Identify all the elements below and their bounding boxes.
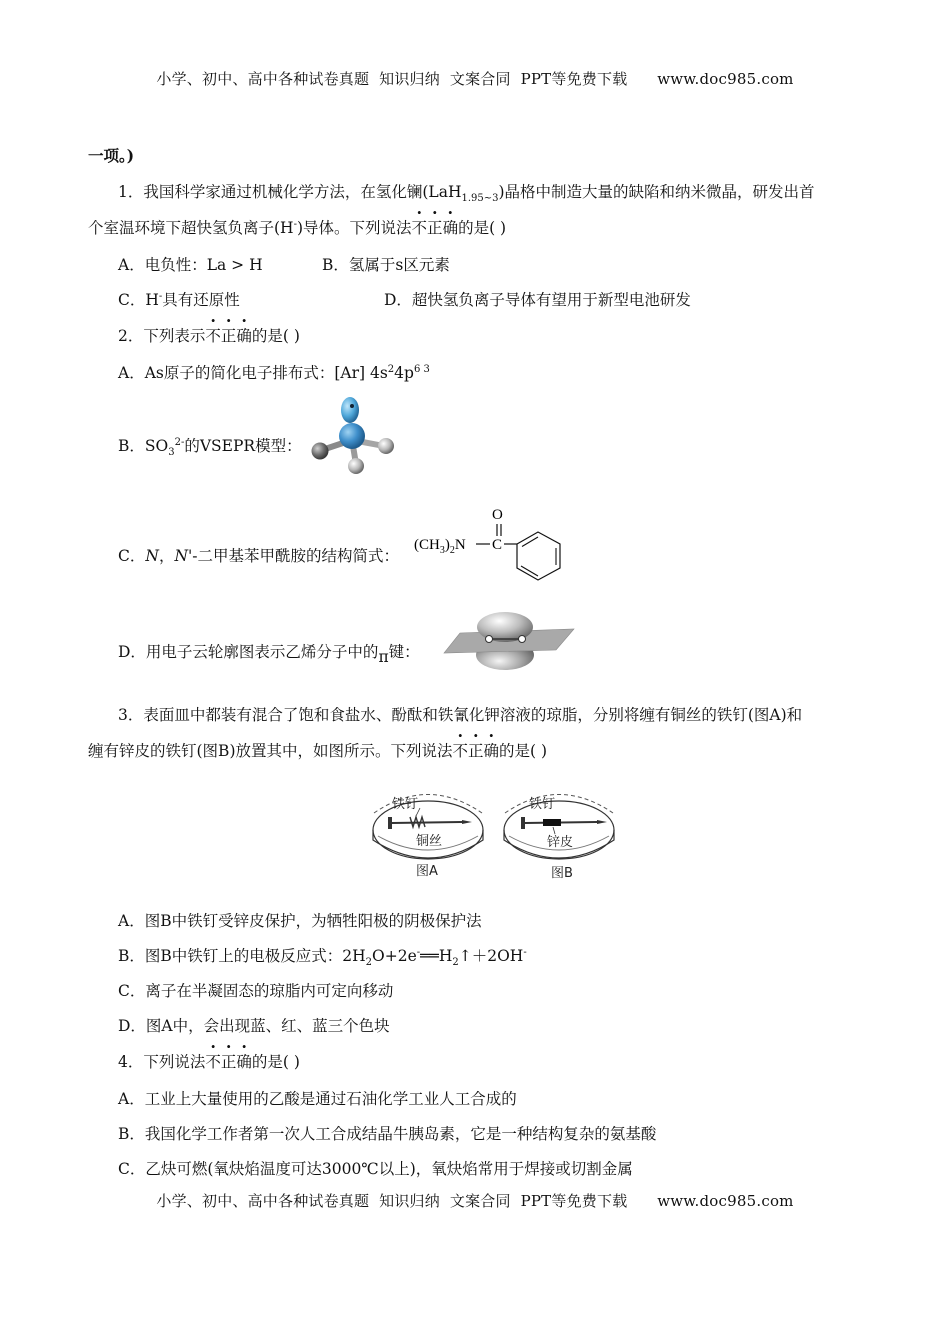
figB-caption: 图B [551,866,573,881]
figA-caption: 图A [416,864,438,879]
q2-emphasis-2: 正 [220,327,237,345]
figure-b [501,776,621,888]
q2-optb-a: B．SO [118,437,169,455]
q2-text-b: 的是( ) [251,327,300,345]
q2-option-d [118,641,420,666]
q3-stem-line1: 3．表面皿中都装有混合了饱和食盐水、酚酞和铁氰化钾溶液的琼脂，分别将缠有铜丝的铁钉(图A)和 [118,706,803,724]
struct-methyl-group [414,537,466,556]
struct-n: N [454,537,466,553]
q2-optc-n1: N [145,547,159,565]
q2-optb-sub: 3 [168,447,175,459]
q3-optb-d: ↑＋2OH [458,947,524,965]
q1-optc-a: C．H [118,291,159,309]
figure-a [370,776,490,888]
struct-2: 2 [449,545,455,556]
figA-nail-label: 铁钉 [392,797,419,812]
q2-text-a: 2．下列表示 [118,327,206,345]
q2-optc-a: C． [118,547,146,565]
q3-option-a: A．图B中铁钉受锌皮保护，为牺牲阳极的阴极保护法 [118,912,482,930]
q2-optd-b: 键： [388,643,420,661]
q2-opta-a: A．As原子的简化电子排布式：[Ar] 4s [118,364,388,382]
figA-wire-label: 铜丝 [416,834,443,849]
ligand-atom-2 [378,438,394,454]
lone-pair-lobe [341,397,359,423]
struct-ch3-sub: 3 [439,545,445,556]
q1-emphasis-3: 确 [442,219,459,237]
q2-emphasis-3: 确 [236,327,252,345]
q1-emphasis-1: 不 [411,219,428,237]
struct-c: C [492,537,503,553]
q4-option-c: C．乙炔可燃(氧炔焰温度可达3000℃以上)，氧炔焰常用于焊接或切割金属 [118,1160,633,1178]
q3-optb-sub2: 2 [452,957,459,969]
q4-text-b: 的是( ) [251,1053,300,1071]
ligand-atom-1 [312,443,329,460]
struct-paren: ) [444,537,450,553]
q1-text-b: )晶格中制造大量的缺陷和纳米微晶，研发出首 [498,183,815,201]
q1-option-d: D．超快氢负离子导体有望用于新型电池研发 [384,291,691,309]
benzene-ring [517,532,560,580]
section-intro: 一项。) [88,146,135,165]
q1-emphasis-2: 正 [427,219,443,237]
q3-text-a: 缠有锌皮的铁钉(图B)放置其中，如图所示。下列说法 [88,742,453,760]
q1-text-a: 1．我国科学家通过机械化学方法，在氢化镧(LaH [118,183,462,201]
q3-emphasis-2: 正 [468,742,484,760]
q3-optb-sup1: - [416,946,421,958]
q4-stem [118,1051,300,1073]
q1-text-c: 个室温环境下超快氢负离子(H [88,219,294,237]
page-footer: 小学、初中、高中各种试卷真题 知识归纳 文案合同 PPT等免费下载 www.doc985.com [156,1192,794,1210]
q2-opta-sup2: 6 3 [413,363,430,375]
figB-zinc-sheath [543,819,561,826]
q3-optb-sub1: 2 [365,957,373,969]
q3-optb-sup2: - [523,946,527,958]
q3-option-c: C．离子在半凝固态的琼脂内可定向移动 [118,982,394,1000]
q3-text-b: 的是( ) [499,742,548,760]
pi-bond-figure [442,608,577,674]
q1-text-e: 的是( ) [458,219,507,237]
q3-emphasis-3: 确 [483,742,500,760]
q1-sup: - [293,218,297,230]
q2-optb-b: 的VSEPR模型： [184,437,302,455]
q2-optd-a: D．用电子云轮廓图表示乙烯分子中的 [118,643,379,661]
q1-sub: 1.95~3 [461,193,499,205]
q2-option-a [118,362,430,384]
q1-optc-b: 具有还原性 [162,291,240,309]
q3-optb-c: ══H [420,947,453,965]
q3-option-b [118,945,527,967]
page-header: 小学、初中、高中各种试卷真题 知识归纳 文案合同 PPT等免费下载 www.doc985.com [156,70,794,88]
q1-option-b: B．氢属于s区元素 [322,256,450,274]
q1-text-d: )导体。下列说法 [296,219,412,237]
q2-stem [118,325,300,347]
figA-nail-shaft [392,822,462,823]
q1-stem-line1 [118,181,815,203]
figA-nail-head [388,817,392,829]
q4-option-b: B．我国化学工作者第一次人工合成结晶牛胰岛素，它是一种结构复杂的氨基酸 [118,1125,657,1143]
figB-nail-head [521,817,525,829]
q4-option-a: A．工业上大量使用的乙酸是通过石油化学工业人工合成的 [118,1090,517,1108]
q3-optb-b: O+2e [372,947,417,965]
q3-option-d: D．图A中，会出现蓝、红、蓝三个色块 [118,1017,390,1035]
q2-optc-b: '-二甲基苯甲酰胺的结构简式： [188,547,400,565]
q2-opta-sup1: 2 [387,363,395,375]
q4-emphasis-2: 正 [220,1053,237,1071]
q1-option-a: A．电负性：La > H [118,256,263,274]
q2-option-c [118,545,399,567]
q2-emphasis-1: 不 [205,327,221,345]
central-atom [339,423,365,449]
q2-opta-b: 4p [394,364,414,382]
ligand-atom-3 [348,458,364,474]
q4-emphasis-1: 不 [205,1053,221,1071]
q1-optc-sup: - [158,290,163,302]
q4-emphasis-3: 确 [236,1053,252,1071]
q2-optc-mid: ， [158,547,175,565]
q3-stem-line2 [88,740,547,762]
vsepr-model-figure [300,394,400,478]
struct-ch3: (CH [414,537,440,553]
q1-option-c [118,289,240,311]
q3-optb-a: B．图B中铁钉上的电极反应式：2H [118,947,366,965]
q1-stem-line2 [88,217,506,239]
struct-o: O [492,507,503,523]
q2-option-b [118,435,302,457]
q4-text-a: 4．下列说法 [118,1053,206,1071]
amide-structure-figure [410,500,580,588]
figB-nail-label: 铁钉 [529,797,556,812]
q2-optc-n2: N [174,547,189,565]
q2-optd-pi: π [378,648,389,666]
q3-emphasis-1: 不 [452,742,469,760]
figB-wire-label: 锌皮 [547,835,574,850]
q2-optb-sup: 2- [174,436,185,448]
